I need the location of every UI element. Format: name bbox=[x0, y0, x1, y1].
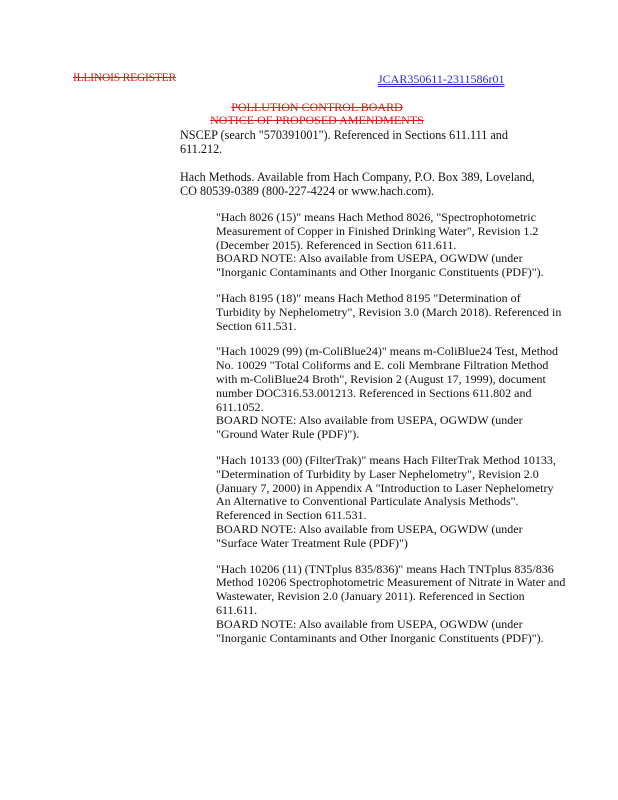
entry-hach-8026 bbox=[216, 211, 566, 280]
hach-method-entries bbox=[216, 211, 566, 657]
board-note: BOARD NOTE: Also available from USEPA, OGWDW (under "Inorganic Contaminants and Other Inorganic Constituents (PDF)"). bbox=[216, 616, 544, 645]
entry-text: "Hach 8026 (15)" means Hach Method 8026, "Spectrophotometric Measurement of Copper in Finished Drinking Water", Revision 1.2 (December 2015). Referenced in Section 611.611. bbox=[216, 210, 539, 252]
entry-text: "Hach 10206 (11) (TNTplus 835/836)" means Hach TNTplus 835/836 Method 10206 Spectrophotometric Measurement of Nitrate in Water and Wastewater, Revision 2.0 (January 2011). Referenced in Section 611.611. bbox=[216, 561, 566, 617]
entry-text: "Hach 10029 (99) (m-ColiBlue24)" means m-ColiBlue24 Test, Method No. 10029 "Total Coliforms and E. coli Membrane Filtration Method with m-ColiBlue24 Broth", Revision 2 (August 17, 1999), document number DOC316.53.001213. Referenced in Sections 611.802 and 611.1052. bbox=[216, 344, 559, 414]
hach-methods-paragraph: Hach Methods. Available from Hach Company, P.O. Box 389, Loveland, CO 80539-0389 (800-227-4224 or www.hach.com). bbox=[180, 170, 535, 198]
notice-heading bbox=[182, 101, 452, 127]
notice-line-amendments: NOTICE OF PROPOSED AMENDMENTS bbox=[210, 113, 424, 127]
board-note: BOARD NOTE: Also available from USEPA, OGWDW (under "Ground Water Rule (PDF)"). bbox=[216, 413, 523, 442]
header-register-title: ILLINOIS REGISTER bbox=[73, 72, 176, 84]
entry-text: "Hach 8195 (18)" means Hach Method 8195 "Determination of Turbidity by Nephelometry", Revision 3.0 (March 2018). Referenced in Section 611.531. bbox=[216, 290, 562, 333]
entry-hach-10029 bbox=[216, 345, 566, 442]
notice-line-board: POLLUTION CONTROL BOARD bbox=[231, 100, 403, 114]
board-note: BOARD NOTE: Also available from USEPA, OGWDW (under "Surface Water Treatment Rule (PDF)") bbox=[216, 521, 523, 550]
entry-hach-8195 bbox=[216, 292, 566, 333]
header-document-id: JCAR350611-2311586r01 bbox=[378, 72, 505, 86]
body-text bbox=[180, 128, 550, 212]
entry-hach-10206 bbox=[216, 563, 566, 646]
board-note: BOARD NOTE: Also available from USEPA, OGWDW (under "Inorganic Contaminants and Other Inorganic Constituents (PDF)"). bbox=[216, 251, 544, 280]
nscep-paragraph: NSCEP (search "570391001"). Referenced in Sections 611.111 and 611.212. bbox=[180, 128, 508, 156]
entry-hach-10133 bbox=[216, 454, 566, 551]
entry-text: "Hach 10133 (00) (FilterTrak)" means Hach FilterTrak Method 10133, "Determination of Turbidity by Laser Nephelometry", Revision 2.0 (January 7, 2000) in Appendix A "Introduction to Laser Nephelometry An Alternative to Conventional Particulate Analysis Methods". Referenced in Section 611.531. bbox=[216, 452, 556, 523]
